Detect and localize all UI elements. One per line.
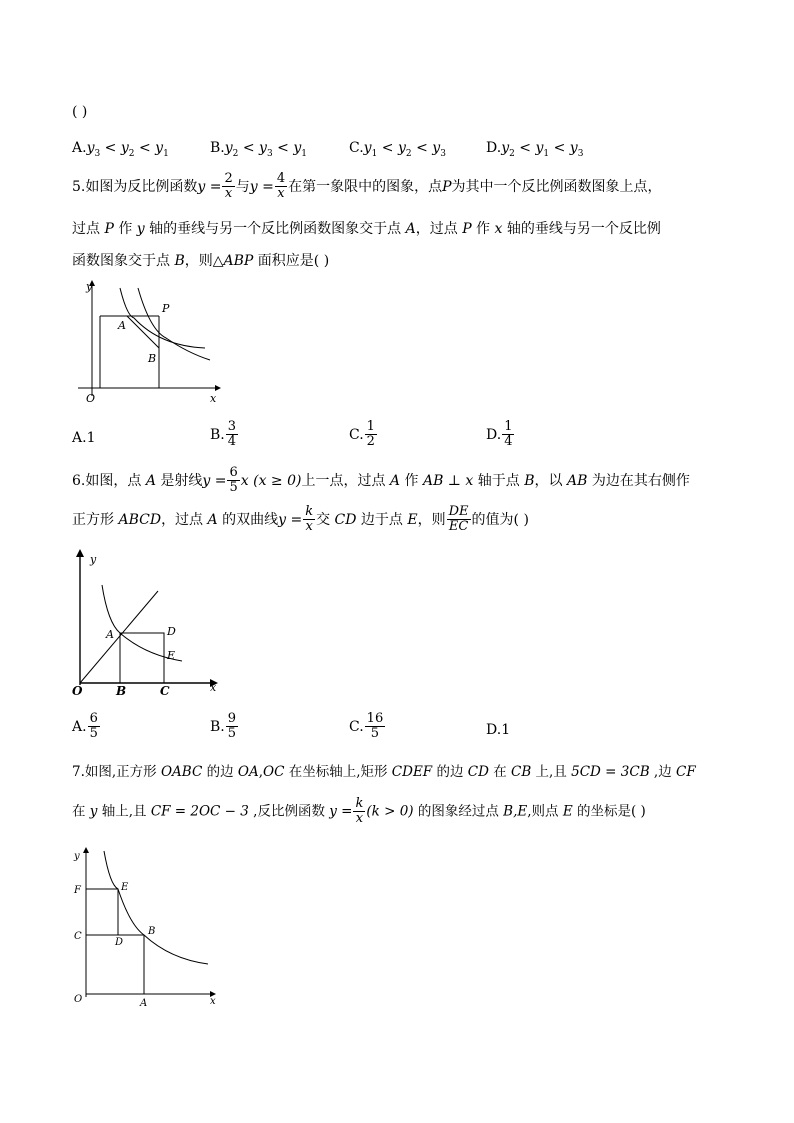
q4-option-c: $C.y_1 < y_2 < y_3$: [349, 140, 446, 159]
q5-label-x: x: [210, 392, 217, 405]
q5-figure: [70, 278, 230, 408]
q5-option-a: A.1: [72, 430, 96, 446]
q7-label-c: C: [74, 931, 82, 942]
q7-label-x: x: [210, 996, 216, 1007]
q7-label-d: D: [115, 937, 124, 948]
q7-y-arrow: [83, 847, 89, 853]
q4-paren: ( ): [72, 104, 88, 120]
q5-curve-inner: [120, 288, 205, 348]
q6-y-arrow: [76, 549, 84, 557]
q7-line-2: 在 y 轴上,且 CF = 2OC − 3 ,反比例函数 y = $\frac{k}{x}$ (k > 0) 的图象经过点 B,E,则点 E 的坐标是( ): [72, 796, 646, 827]
q6-ray: [80, 591, 158, 683]
q6-option-b: B. $\frac{9}{5}$: [210, 711, 237, 742]
q5-segment-ab: [127, 316, 159, 348]
q7-label-f: F: [74, 885, 81, 896]
q6-option-a: A. $\frac{6}{5}$: [72, 711, 98, 742]
q5-line-2: 过点 P 作 y 轴的垂线与另一个反比例函数图象交于点 A，过点 P 作 x 轴的垂线与另一个反比例: [72, 221, 661, 237]
q5-option-b: B. $\frac{3}{4}$: [210, 419, 237, 450]
q7-label-y: y: [74, 851, 80, 862]
q6-figure: [70, 545, 230, 700]
q7-figure: [70, 845, 230, 1010]
q5-label-p: P: [162, 302, 170, 315]
q7-line-1: 7.如图,正方形 OABC 的边 OA,OC 在坐标轴上,矩形 CDEF 的边 CD 在 CB 上,且 5CD = 3CB ,边 CF: [72, 764, 696, 780]
q6-label-d: D: [167, 625, 176, 638]
q5-curve-outer: [138, 288, 210, 360]
q6-line-2: 正方形 ABCD，过点 A 的双曲线y = $\frac{k}{x}$ 交 CD 边于点 E，则 $\frac{DE}{EC}$ 的值为( ): [72, 504, 529, 535]
q5-x-arrow: [215, 385, 221, 391]
q6-square: [120, 633, 164, 683]
q6-label-e: E: [167, 649, 176, 662]
q5-label-y: y: [86, 280, 93, 293]
q7-rectangle: [86, 889, 118, 935]
q6-label-o: O: [72, 684, 83, 698]
q5-label-b: B: [148, 352, 157, 365]
q7-label-o: O: [74, 994, 83, 1005]
q4-option-b: $B.y_2 < y_3 < y_1$: [210, 140, 307, 159]
q6-label-b: B: [116, 684, 127, 698]
q5-option-d: D. $\frac{1}{4}$: [486, 419, 513, 450]
q5-label-o: O: [86, 392, 96, 405]
q6-label-a: A: [106, 628, 114, 641]
q6-label-x: x: [210, 681, 217, 694]
q7-label-a: A: [140, 998, 148, 1009]
q5-line-3: 函数图象交于点 B，则△ABP 面积应是( ): [72, 253, 330, 269]
q5-label-a: A: [118, 319, 126, 332]
q6-label-c: C: [160, 684, 170, 698]
q5-option-c: C. $\frac{1}{2}$: [349, 419, 375, 450]
q4-option-a: $A.y_3 < y_2 < y_1$: [72, 140, 169, 159]
q6-option-c: C. $\frac{16}{5}$: [349, 711, 384, 742]
q6-label-y: y: [90, 553, 97, 566]
q4-option-d: $D.y_2 < y_1 < y_3$: [486, 140, 584, 159]
q6-line-1: 6.如图，点 A 是射线y = $\frac{6}{5}$ x (x ≥ 0)上一点，过点 A 作 AB ⊥ x 轴于点 B，以 AB 为边在其右侧作: [72, 465, 690, 496]
q7-label-e: E: [121, 882, 129, 893]
q6-option-d: D.1: [486, 722, 511, 738]
q5-line-1: 5.如图为反比例函数y = $\frac{2}{x}$ 与y = $\frac{4}{x}$ 在第一象限中的图象，点P为其中一个反比例函数图象上点，: [72, 171, 662, 202]
q7-label-b: B: [148, 926, 156, 937]
